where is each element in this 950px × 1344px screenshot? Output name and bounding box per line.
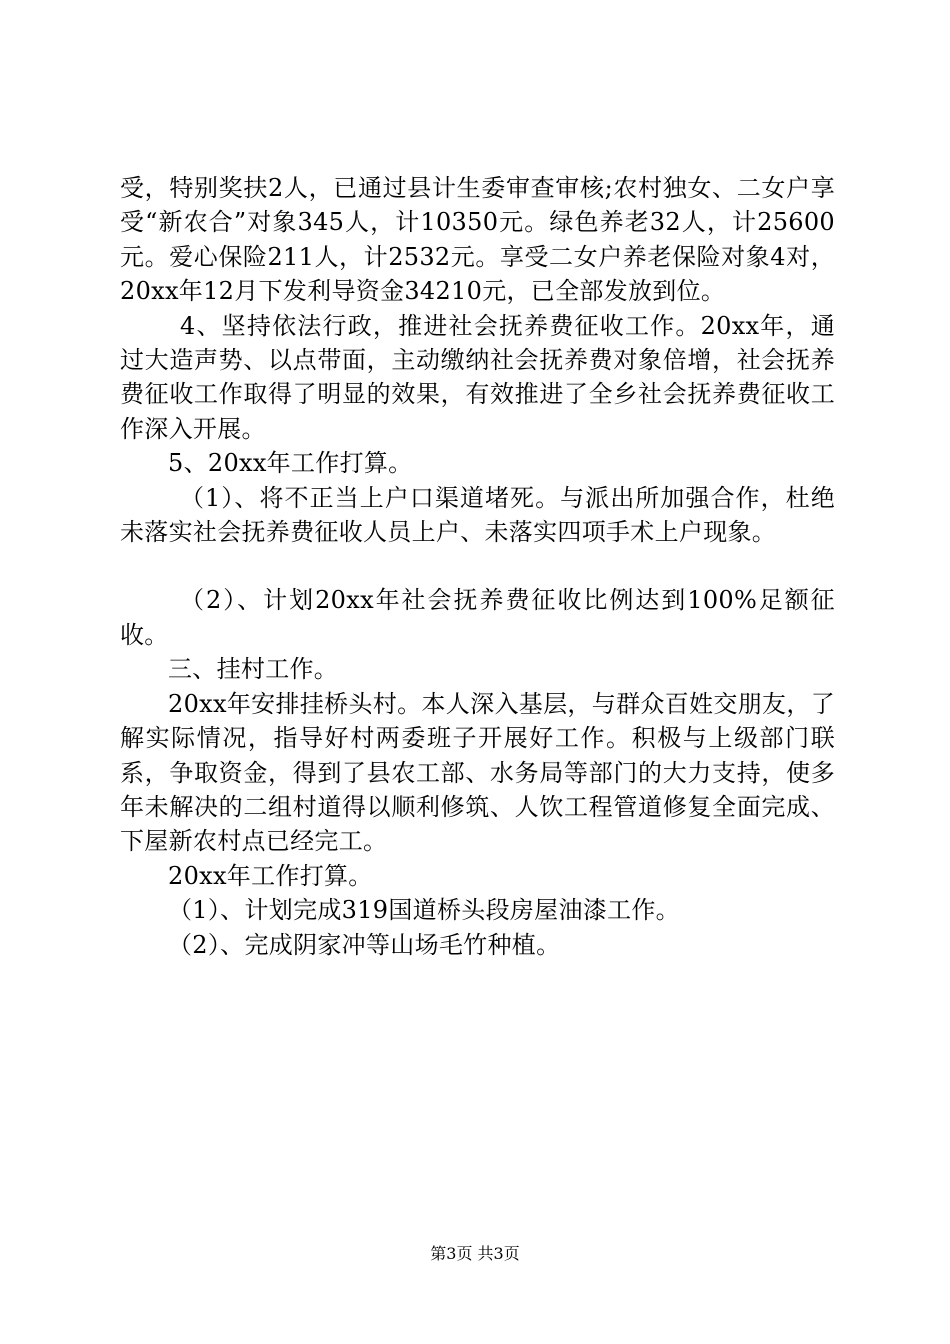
paragraph-item-5-heading: 5、20xx年工作打算。 bbox=[168, 449, 413, 478]
paragraph-village-work: 20xx年安排挂桥头村。本人深入基层，与群众百姓交朋友，了解实际情况，指导好村两委班子开展好工作。积极与上级部门联系，争取资金，得到了县农工部、水务局等部门的大力支持，使多年未解决的二组村道得以顺利修筑、人饮工程管道修复全面完成、下屋新农村点已经完工。 bbox=[120, 689, 835, 856]
paragraph-item-4: 4、坚持依法行政，推进社会抚养费征收工作。20xx年，通过大造声势、以点带面，主动缴纳社会抚养费对象倍增，社会抚养费征收工作取得了明显的效果，有效推进了全乡社会抚养费征收工作深入开展。 bbox=[120, 311, 835, 443]
paragraph-plan-1: （1）、将不正当上户口渠道堵死。与派出所加强合作，杜绝未落实社会抚养费征收人员上户、未落实四项手术上户现象。 bbox=[120, 483, 835, 547]
paragraph-subsidy-summary: 受，特别奖扶2人，已通过县计生委审查审核;农村独女、二女户享受“新农合”对象345人，计10350元。绿色养老32人，计25600元。爱心保险211人，计2532元。享受二女户养老保险对象4对，20xx年12月下发利导资金34210元，已全部发放到位。 bbox=[120, 174, 835, 306]
paragraph-village-plan-heading: 20xx年工作打算。 bbox=[168, 861, 373, 890]
paragraph-plan-2: （2）、计划20xx年社会抚养费征收比例达到100%足额征收。 bbox=[120, 586, 835, 649]
paragraph-village-plan-2: （2）、完成阴家冲等山场毛竹种植。 bbox=[168, 930, 561, 959]
document-body bbox=[120, 171, 835, 962]
paragraph-village-plan-1: （1）、计划完成319国道桥头段房屋油漆工作。 bbox=[168, 896, 680, 925]
page-footer: 第3页 共3页 bbox=[430, 1244, 520, 1263]
section-heading-village-work: 三、挂村工作。 bbox=[168, 655, 339, 684]
